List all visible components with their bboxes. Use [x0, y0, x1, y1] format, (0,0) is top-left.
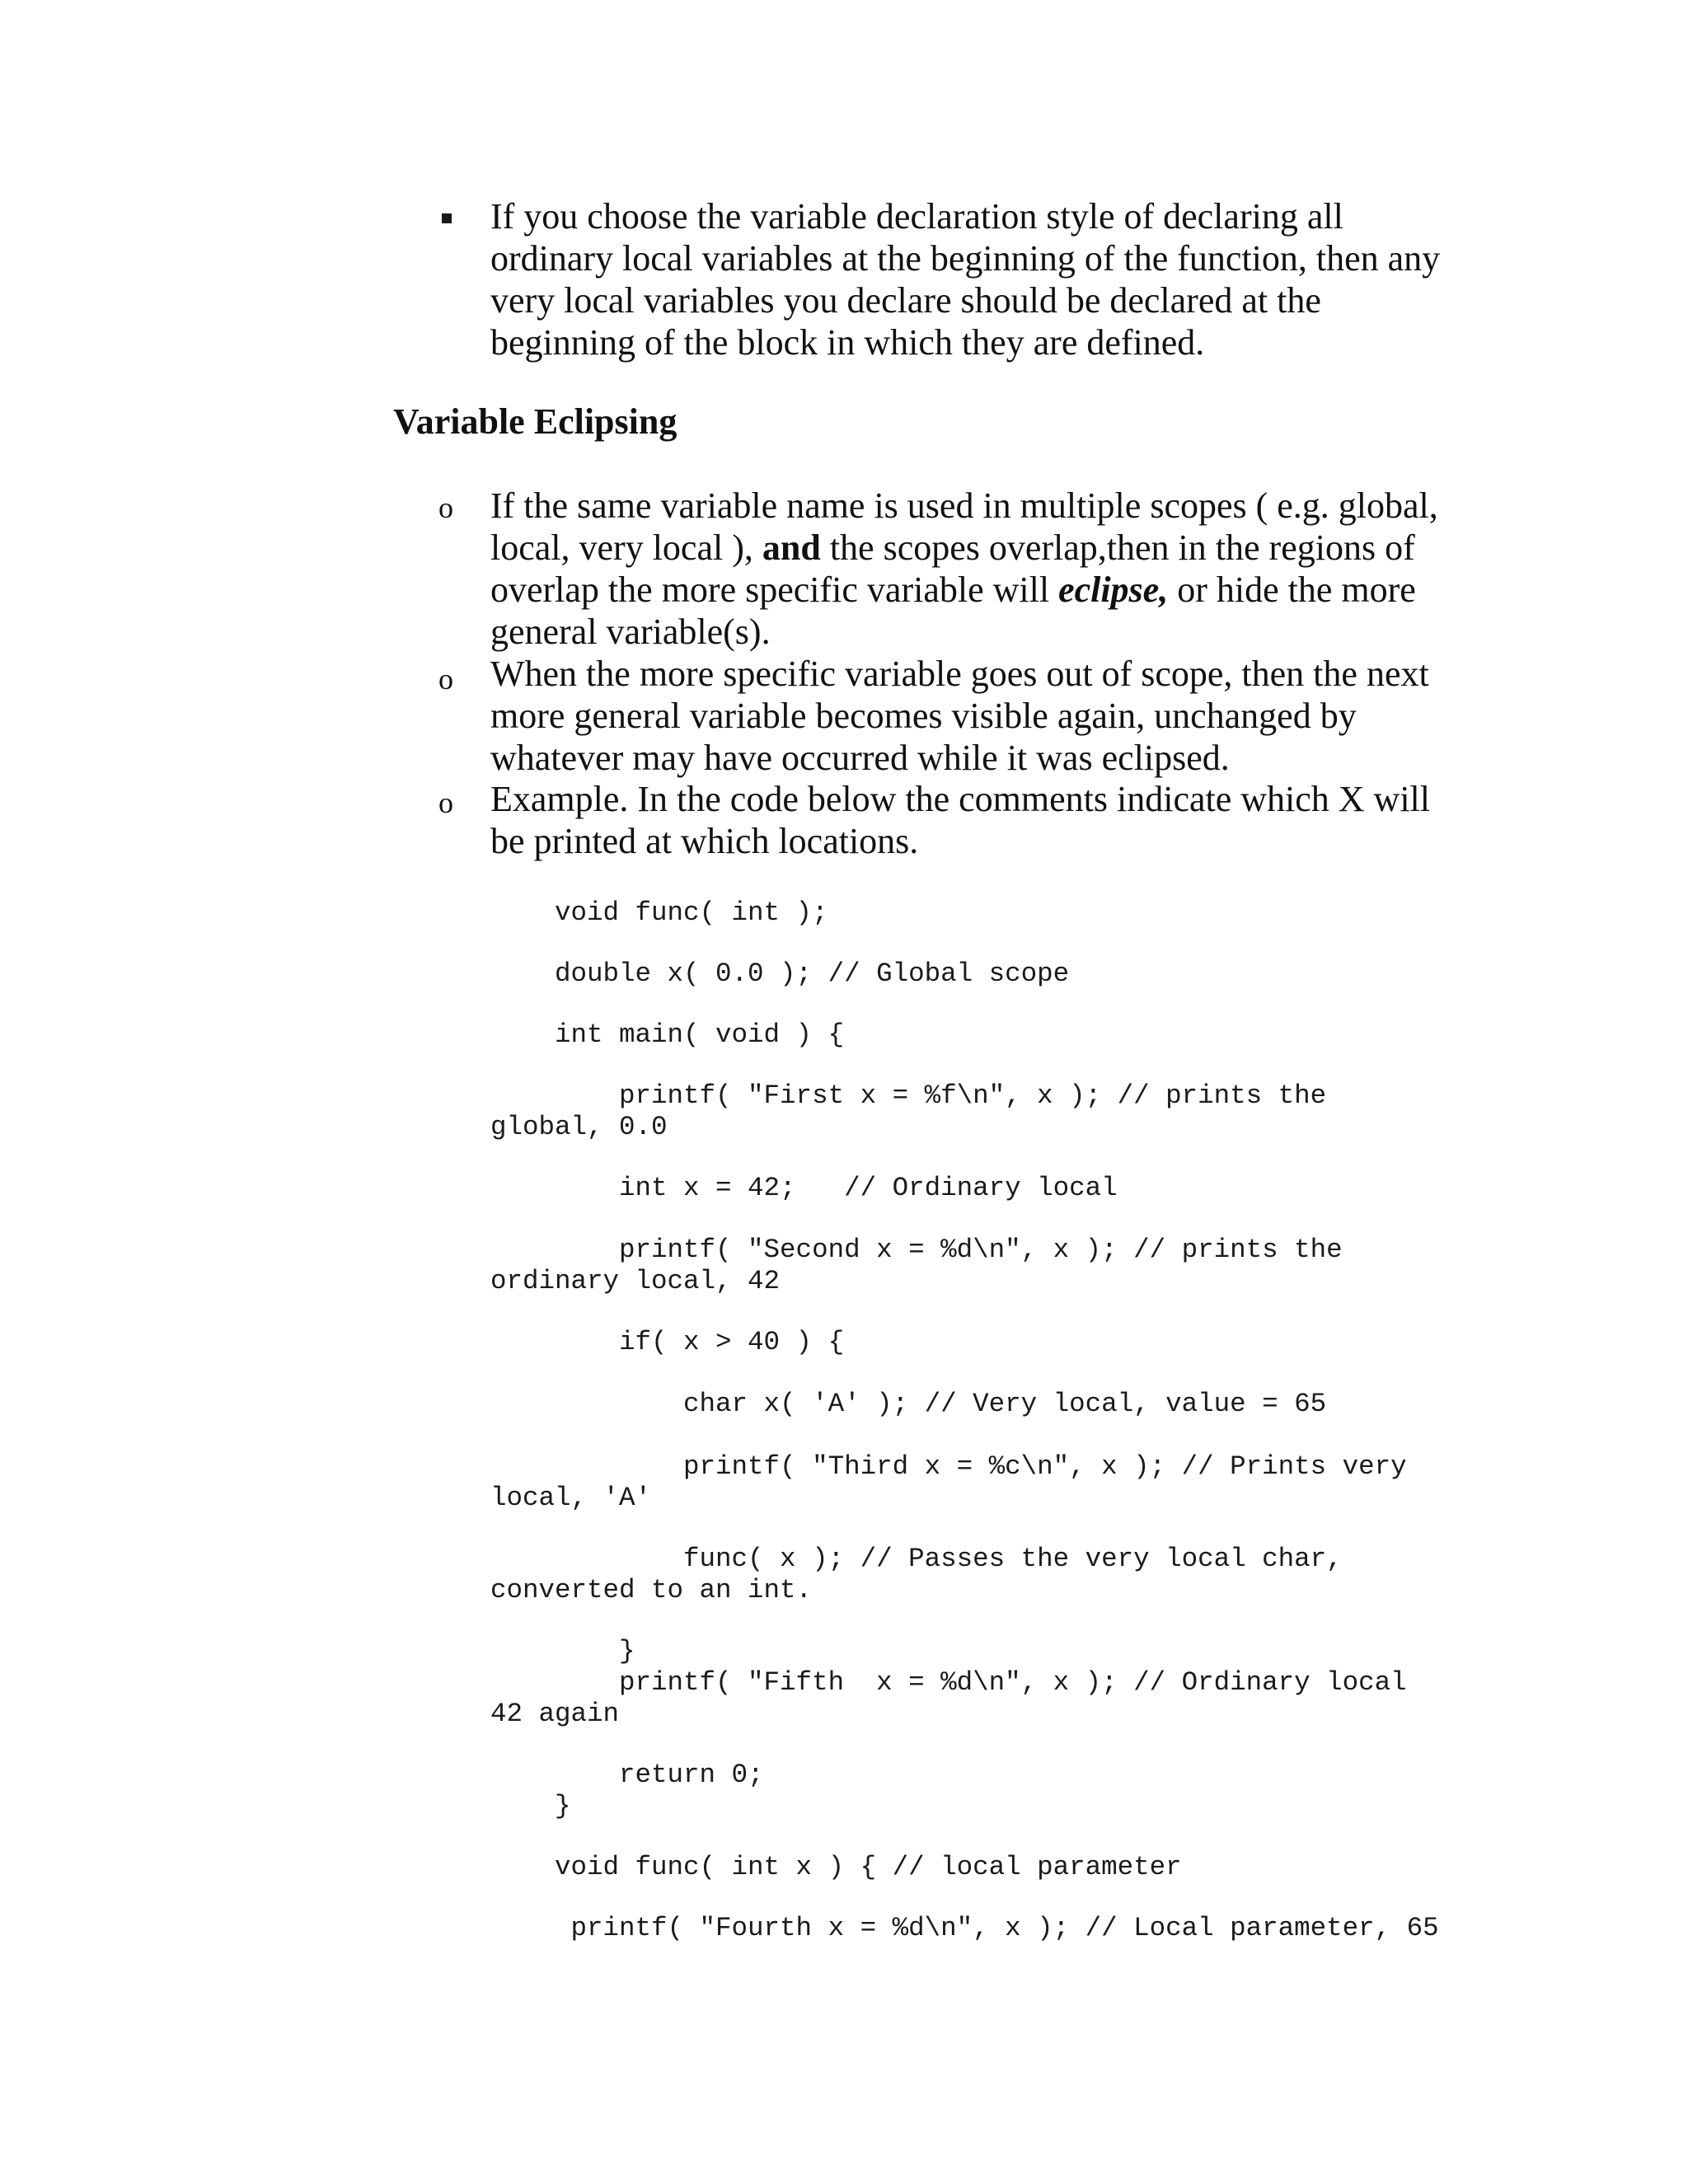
code-line: printf( "Second x = %d\n", x ); // prints the — [490, 1235, 1343, 1265]
code-line: double x( 0.0 ); // Global scope — [490, 958, 1070, 989]
code-line: } — [490, 1791, 571, 1821]
code-line: } — [490, 1636, 635, 1666]
code-line: global, 0.0 — [490, 1112, 668, 1142]
text-line — [490, 527, 1479, 569]
code-line: return 0; — [490, 1760, 764, 1790]
bold-italic-word: eclipse, — [1058, 569, 1169, 610]
code-line: printf( "Fifth x = %d\n", x ); // Ordinary local — [490, 1667, 1407, 1698]
text-run: the scopes overlap,then in the regions of — [820, 527, 1415, 568]
list-item-eclipse-definition — [490, 485, 1479, 653]
code-line: printf( "Fourth x = %d\n", x ); // Local parameter, 65 — [490, 1913, 1439, 1943]
code-line: printf( "Third x = %c\n", x ); // Prints very — [490, 1451, 1407, 1482]
code-line: void func( int ); — [490, 898, 828, 928]
text-run: overlap the more specific variable will — [490, 569, 1059, 610]
text-line: whatever may have occurred while it was eclipsed. — [490, 738, 1230, 778]
text-line: ordinary local variables at the beginning of the function, then any — [490, 238, 1441, 279]
list-item-scope-exit — [490, 653, 1479, 779]
section-heading: Variable Eclipsing — [393, 401, 678, 442]
code-line: void func( int x ) { // local parameter — [490, 1852, 1182, 1882]
code-line: int main( void ) { — [490, 1019, 845, 1050]
text-line: If you choose the variable declaration style of declaring all — [490, 196, 1343, 237]
code-line: func( x ); // Passes the very local char, — [490, 1544, 1343, 1574]
text-line: When the more specific variable goes out of scope, then the next — [490, 654, 1429, 694]
list-item-example — [490, 778, 1479, 862]
circle-bullet-icon: o — [438, 663, 453, 696]
code-line: 42 again — [490, 1699, 620, 1729]
text-run: or hide the more — [1168, 569, 1416, 610]
code-line: local, 'A' — [490, 1483, 652, 1513]
text-line: general variable(s). — [490, 612, 771, 652]
code-line: ordinary local, 42 — [490, 1266, 781, 1296]
code-line: char x( 'A' ); // Very local, value = 65 — [490, 1389, 1327, 1419]
circle-bullet-icon: o — [438, 491, 453, 524]
text-line: beginning of the block in which they are defined. — [490, 322, 1205, 363]
square-bullet-icon — [442, 213, 452, 223]
code-line: if( x > 40 ) { — [490, 1327, 845, 1357]
bold-word: and — [762, 527, 821, 568]
text-line — [490, 569, 1479, 611]
bullet-paragraph-declaration-style — [490, 195, 1479, 363]
text-run: local, very local ), — [490, 527, 762, 568]
circle-bullet-icon: o — [438, 786, 453, 819]
text-line: be printed at which locations. — [490, 821, 919, 861]
text-line: very local variables you declare should be declared at the — [490, 280, 1321, 321]
text-line: If the same variable name is used in multiple scopes ( e.g. global, — [490, 485, 1438, 526]
code-line: printf( "First x = %f\n", x ); // prints the — [490, 1080, 1327, 1111]
text-line: Example. In the code below the comments indicate which X will — [490, 779, 1431, 819]
code-line: int x = 42; // Ordinary local — [490, 1173, 1118, 1203]
text-line: more general variable becomes visible again, unchanged by — [490, 696, 1357, 736]
code-line: converted to an int. — [490, 1575, 813, 1605]
